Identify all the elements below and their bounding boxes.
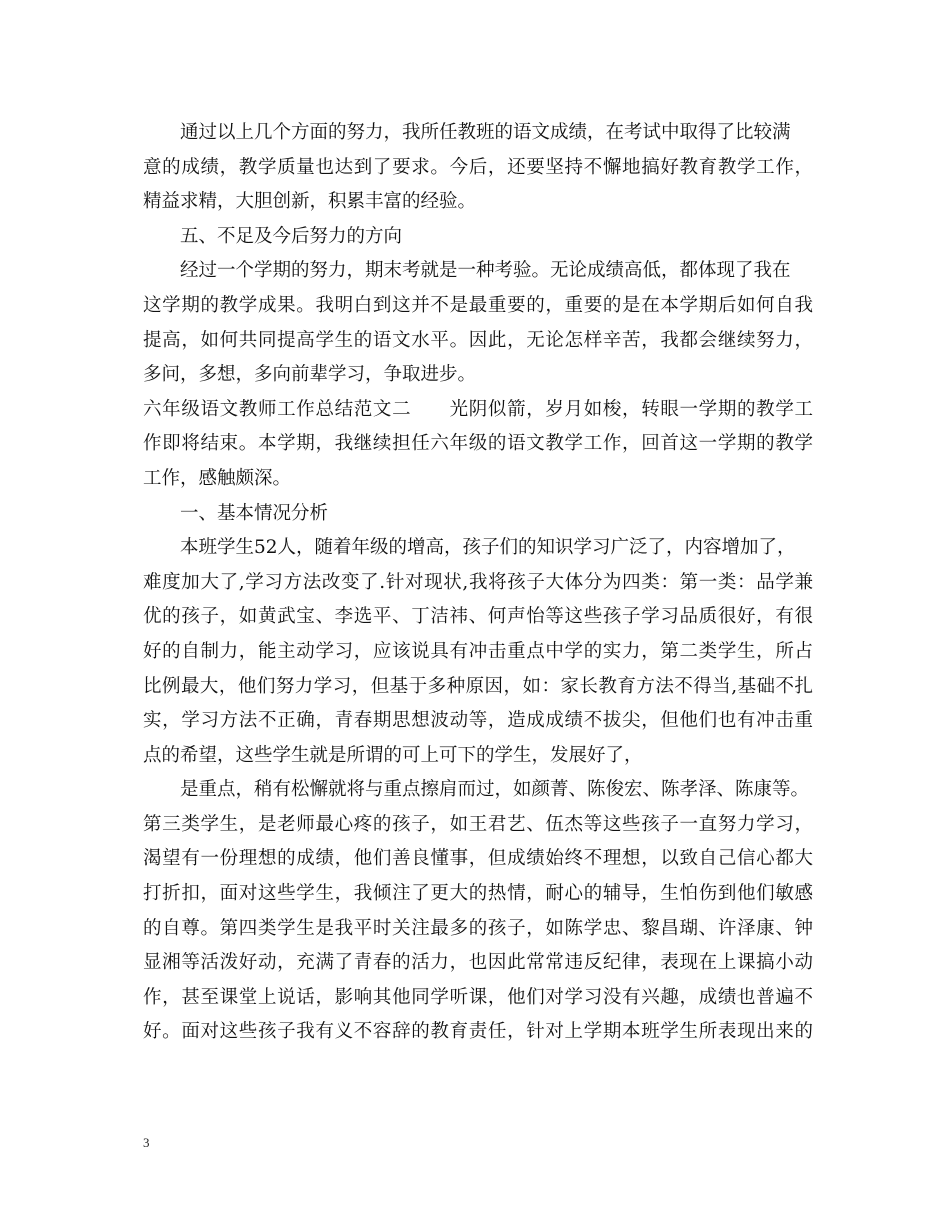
- text-line: 作，甚至课堂上说话，影响其他同学听课，他们对学习没有兴趣，成绩也普遍不: [143, 986, 813, 1008]
- text-line: 第三类学生，是老师最心疼的孩子，如王君艺、伍杰等这些孩子一直努力学习，: [143, 813, 813, 835]
- text-line: 点的希望，这些学生就是所谓的可上可下的学生，发展好了，: [143, 744, 643, 766]
- text-line: 提高，如何共同提高学生的语文水平。因此，无论怎样辛苦，我都会继续努力，: [143, 329, 813, 351]
- text-line: 的自尊。第四类学生是我平时关注最多的孩子，如陈学忠、黎昌瑚、许泽康、钟: [143, 917, 813, 939]
- text-line: 通过以上几个方面的努力，我所任教班的语文成绩，在考试中取得了比较满: [180, 122, 791, 143]
- text-line: 比例最大，他们努力学习，但基于多种原因，如：家长教育方法不得当,基础不扎: [143, 675, 813, 697]
- text-line: 是重点，稍有松懈就将与重点擦肩而过，如颜菁、陈俊宏、陈孝泽、陈康等。: [180, 779, 810, 801]
- text-line: 实，学习方法不正确，青春期思想波动等，造成成绩不拔尖，但他们也有冲击重: [143, 710, 813, 732]
- document-body: [143, 116, 813, 1050]
- text-line: 优的孩子，如黄武宝、李选平、丁洁祎、何声怡等这些孩子学习品质很好，有很: [143, 606, 813, 628]
- text-line: 六年级语文教师工作总结范文二 光阴似箭，岁月如梭，转眼一学期的教学工: [143, 398, 813, 420]
- text-line: 打折扣，面对这些学生，我倾注了更大的热情，耐心的辅导，生怕伤到他们敏感: [143, 883, 813, 905]
- text-line: 意的成绩，教学质量也达到了要求。今后，还要坚持不懈地搞好教育教学工作，: [143, 156, 813, 178]
- text-line: 本班学生52人，随着年级的增高，孩子们的知识学习广泛了，内容增加了，: [180, 537, 796, 559]
- text-line: 经过一个学期的努力，期末考就是一种考验。无论成绩高低，都体现了我在: [180, 260, 791, 282]
- text-line: 作即将结束。本学期，我继续担任六年级的语文教学工作，回首这一学期的教学: [143, 433, 813, 455]
- text-line: 渴望有一份理想的成绩，他们善良懂事，但成绩始终不理想，以致自己信心都大: [143, 848, 813, 870]
- text-line: 多问，多想，多向前辈学习，争取进步。: [143, 364, 477, 386]
- text-line: 好。面对这些孩子我有义不容辞的教育责任，针对上学期本班学生所表现出来的: [143, 1021, 813, 1043]
- text-line: 好的自制力，能主动学习，应该说具有冲击重点中学的实力，第二类学生，所占: [143, 640, 813, 662]
- text-line: 难度加大了,学习方法改变了.针对现状,我将孩子大体分为四类：第一类：品学兼: [143, 571, 813, 593]
- section-heading: 一、基本情况分析: [180, 502, 329, 524]
- text-line: 工作，感触颇深。: [143, 467, 292, 489]
- text-line: 显湘等活泼好动，充满了青春的活力，也因此常常违反纪律，表现在上课搞小动: [143, 952, 813, 974]
- text-line: 这学期的教学成果。我明白到这并不是最重要的，重要的是在本学期后如何自我: [143, 294, 813, 316]
- page-number: 3: [143, 1135, 150, 1150]
- section-heading: 五、不足及今后努力的方向: [180, 225, 403, 247]
- text-line: 精益求精，大胆创新，积累丰富的经验。: [143, 191, 477, 213]
